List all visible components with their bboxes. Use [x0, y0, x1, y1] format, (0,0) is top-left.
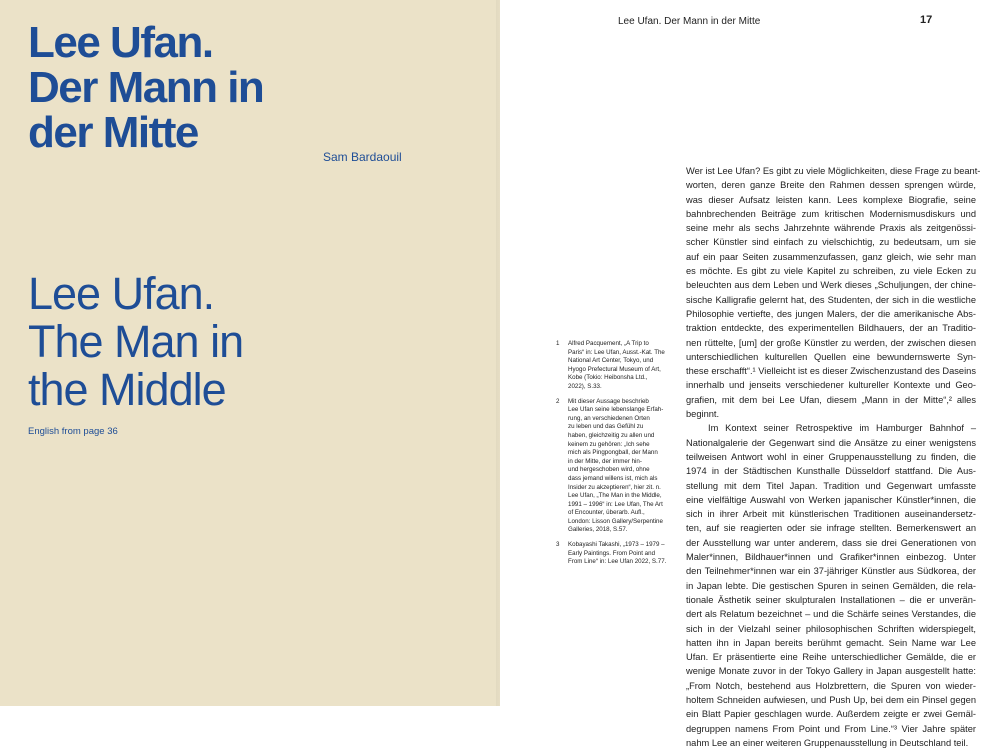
footnote-line: Kobe (Tokio: Heibonsha Ltd., [568, 374, 648, 382]
body-line: bahnbrechenden Beiträge zum kritischen Modernismusdiskurs und [686, 208, 976, 219]
left-page [0, 0, 500, 706]
footnote-line: of Encounter, überarb. Aufl., [568, 509, 645, 517]
body-line: nen rüttelte, [um] der große Künstler zu werden, der zwischen diesen [686, 337, 976, 348]
body-line: es möchte. Es gibt zu viele Kapitel zu schreiben, zu viele Ecken zu [686, 266, 976, 277]
body-line: holtem Schneiden aufwiesen, und Push Up, bei dem ein Pinsel gegen [686, 694, 976, 705]
body-line: grafien, mit dem bei Lee Ufan, diesem „Mann in der Mitte“,² alles [686, 394, 976, 405]
title-english [28, 270, 328, 414]
title-de-line: Der Mann in [28, 63, 264, 112]
body-line: seine mehr als sechs Jahrzehnte währende Praxis als zeitgenössi- [686, 223, 976, 234]
footnote-line: Kobayashi Takashi, „1973 – 1979 – [568, 541, 665, 549]
body-line: scher Künstler sind einfach zu vielschichtig, zu bedeutsam, um sie [686, 237, 976, 248]
footnote-line: haben, gleichzeitig zu allen und [568, 431, 655, 439]
footnote-line: Lee Ufan seine lebenslange Erfah- [568, 406, 664, 414]
title-de-line: Lee Ufan. [28, 18, 213, 67]
footnote-line: mich als Pingpongball, der Mann [568, 449, 658, 457]
body-line: 1974 in der Städtischen Kunsthalle Düsseldorf stattfand. Die Aus- [686, 466, 976, 477]
page-number: 17 [920, 14, 933, 26]
footnote [556, 398, 674, 536]
body-line: der Ausstellung war unter anderem, dass sie drei Generationen von [686, 537, 976, 548]
paragraph [686, 421, 976, 750]
footnote-line: From Line“ in: Lee Ufan 2022, S.77. [568, 558, 667, 566]
english-page-note: English from page 36 [28, 426, 118, 437]
body-line: beginnt. [686, 409, 720, 420]
footnote-line: Paris“ in: Lee Ufan, Ausst.-Kat. The [568, 348, 665, 356]
body-line: Ufan. Er präsentierte eine Reihe unterschiedlicher Gemälde, die er [686, 652, 976, 663]
footnote-line: Galleries, 2018, S.57. [568, 526, 628, 534]
footnote-number: 1 [556, 340, 560, 347]
footnote-number: 3 [556, 541, 560, 549]
body-line: eine vielfältige Auswahl von Werken japanischer Künstler*innen, die [686, 494, 976, 505]
body-line: teilweisen Antwort wohl in einer Gruppenausstellung zu finden, die [686, 451, 976, 462]
body-line: these erschafft“.¹ Vielleicht ist es dieser Zwischenzustand des Daseins [686, 366, 976, 377]
body-line: beleuchten aus dem Leben und Werk dieses „Schuljungen, der chine- [686, 280, 976, 291]
body-line: worten, deren ganze Breite den Rahmen dessen sprengen würde, [686, 180, 976, 191]
footnote-line: Early Paintings. From Point and [568, 549, 656, 557]
footnote [556, 340, 674, 392]
body-line: unterschiedlichen kulturellen Quellen eine bewundernswerte Syn- [686, 351, 976, 362]
footnote-line: Insider zu akzeptieren“, hier zit. n. [568, 483, 661, 491]
author-name: Sam Bardaouil [323, 150, 402, 164]
body-line: was dieser Aufsatz leisten kann. Lees komplexe Biografie, seine [686, 194, 976, 205]
body-line: degruppen namens From Point und From Line.“³ Vier Jahre später [686, 723, 976, 734]
body-line: dert als Relatum bezeichnet – und die Schärfe seines Verstandes, die [686, 609, 976, 620]
body-line: Maler*innen, Bildhauer*innen und Grafiker*innen einbezog. Unter [686, 552, 976, 563]
footnote-line: National Art Center, Tokyo, und [568, 357, 654, 365]
title-en-line: the Middle [28, 364, 226, 415]
body-line: traktion entdeckte, des experimentellen Bildhauers, der an Traditio- [686, 323, 976, 334]
body-line: Philosophie vertiefte, des jungen Malers, der die amerikanische Abs- [686, 308, 976, 319]
footnote-line: und hergeschoben wird, ohne [568, 466, 650, 474]
running-head: Lee Ufan. Der Mann in der Mitte [618, 16, 761, 27]
title-german [28, 20, 358, 155]
footnote-number: 2 [556, 397, 560, 405]
body-line: hatten ihn in Japan bereits berühmt gemacht. Sein Name war Lee [686, 637, 976, 648]
body-text [686, 164, 981, 750]
body-line: stellung mit dem Titel Japan. Tradition und Gegenwart umfasste [686, 480, 976, 491]
body-line: in Japan lebte. Die gestischen Spuren in seinen Gemälden, die rela- [686, 580, 976, 591]
body-line: innerhalb und jenseits verschiedener kultureller Kontexte und Geo- [686, 380, 976, 391]
title-en-line: The Man in [28, 316, 244, 367]
footnote-line: 1991 – 1996“ in: Lee Ufan, The Art [568, 500, 663, 508]
footnote-line: Alfred Pacquement, „A Trip to [568, 340, 649, 347]
body-line: Im Kontext seiner Retrospektive im Hamburger Bahnhof – [708, 423, 976, 434]
title-en-line: Lee Ufan. [28, 268, 215, 319]
footnote-line: 2022), S.33. [568, 382, 602, 390]
footnote-line: dass jemand willens ist, mich als [568, 474, 658, 482]
footnote-line: Mit dieser Aussage beschrieb [568, 397, 649, 405]
body-line: den Teilnehmer*innen war ein 37-jähriger Künstler aus Südkorea, der [686, 566, 976, 577]
body-line: wenige Monate zuvor in der Tokyo Gallery in Japan ausgestellt hatte: [686, 666, 976, 677]
body-line: Nationalgalerie der Gegenwart sind die Ansätze zu einer wenigstens [686, 437, 976, 448]
body-line: ein Blatt Papier geschlagen wurde. Außerdem zeigte er zwei Gemäl- [686, 709, 976, 720]
body-line: nahm Lee an einer weiteren Gruppenausstellung in Deutschland teil. [686, 737, 969, 748]
body-line: tionale Ästhetik seiner skulpturalen Installationen – die er unverän- [686, 594, 976, 605]
title-de-line: der Mitte [28, 108, 198, 157]
footnote-line: Hyogo Prefectural Museum of Art, [568, 365, 661, 373]
body-line: „From Notch, bestehend aus Holzbrettern, die Spuren von wieder- [686, 680, 976, 691]
body-line: auf ein paar Seiten zusammenzufassen, ganz gleich, wie sehr man [686, 251, 976, 262]
body-line: Wer ist Lee Ufan? Es gibt zu viele Möglichkeiten, diese Frage zu beant- [686, 166, 981, 176]
footnote-line: London: Lisson Gallery/Serpentine [568, 517, 663, 525]
body-line: sich in der Vielzahl seiner philosophischen Schriften widerspiegelt, [686, 623, 976, 634]
paragraph [686, 164, 981, 421]
footnotes [556, 340, 674, 573]
body-line: sich in ihrer Arbeit mit künstlerischen Traditionen auseinandersetz- [686, 509, 976, 520]
footnote-line: zu leben und das Gefühl zu [568, 423, 644, 431]
footnote-line: Lee Ufan, „The Man in the Middle, [568, 492, 662, 500]
footnote-line: keinem zu gehören: „Ich sehe [568, 440, 650, 448]
footnote-line: in der Mitte, der immer hin- [568, 457, 642, 465]
body-line: sische Kalligrafie gelernt hat, des Studenten, der sich in die westliche [686, 294, 976, 305]
footnote-line: rung, an verschiedenen Orten [568, 414, 650, 422]
body-line: ten, auf sie reagierten oder sie infrage stellten. Bemerkenswert an [686, 523, 976, 534]
footnote [556, 541, 674, 567]
